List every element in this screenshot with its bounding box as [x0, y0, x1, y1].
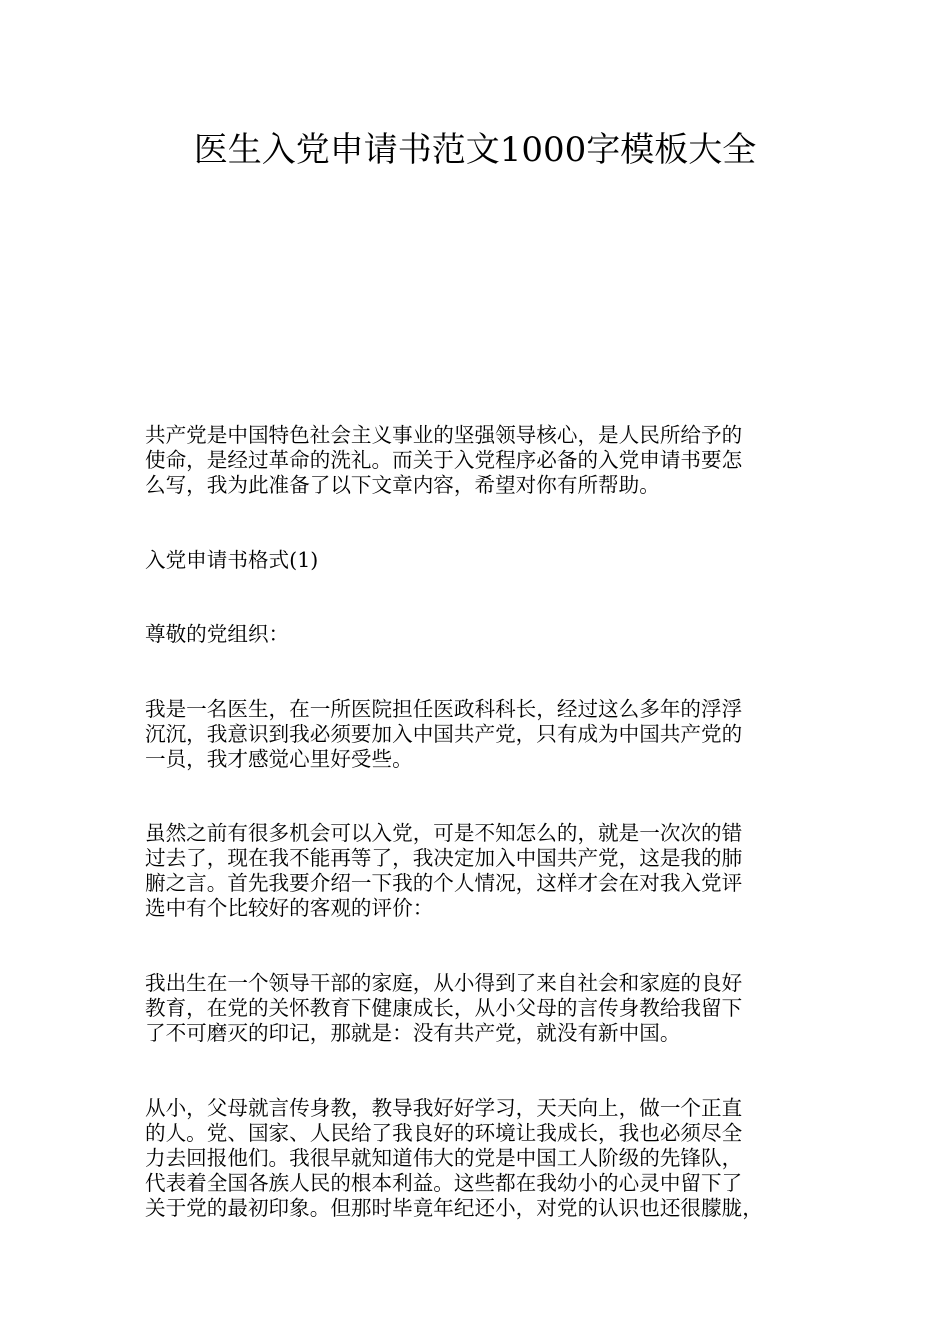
body-paragraph-3: 我出生在一个领导干部的家庭，从小得到了来自社会和家庭的良好 教育，在党的关怀教育下健康成长，从小父母的言传身教给我留下 了不可磨灭的印记，那就是：没有共产党，就没有新中国。	[145, 971, 743, 1045]
document-title: 医生入党申请书范文1000字模板大全	[193, 130, 757, 170]
intro-paragraph: 共产党是中国特色社会主义事业的坚强领导核心，是人民所给予的 使命，是经过革命的洗礼。而关于入党程序必备的入党申请书要怎 么写，我为此准备了以下文章内容，希望对你有所帮助。	[145, 423, 743, 497]
body-paragraph-4: 从小，父母就言传身教，教导我好好学习，天天向上，做一个正直 的人。党、国家、人民给了我良好的环境让我成长，我也必须尽全 力去回报他们。我很早就知道伟大的党是中国工人阶级的先锋队， 代表着全国各族人民的根本利益。这些都在我幼小的心灵中留下了 关于党的最初印象。但那时毕竟年纪还小，对党的认识也还很朦胧，	[145, 1096, 763, 1220]
salutation: 尊敬的党组织：	[145, 622, 290, 646]
body-paragraph-2: 虽然之前有很多机会可以入党，可是不知怎么的，就是一次次的错 过去了，现在我不能再等了，我决定加入中国共产党，这是我的肺 腑之言。首先我要介绍一下我的个人情况，这样才会在对我入党评 选中有个比较好的客观的评价：	[145, 821, 743, 920]
body-paragraph-1: 我是一名医生，在一所医院担任医政科科长，经过这么多年的浮浮 沉沉，我意识到我必须要加入中国共产党，只有成为中国共产党的 一员，我才感觉心里好受些。	[145, 697, 743, 771]
format-heading: 入党申请书格式(1)	[145, 548, 319, 572]
